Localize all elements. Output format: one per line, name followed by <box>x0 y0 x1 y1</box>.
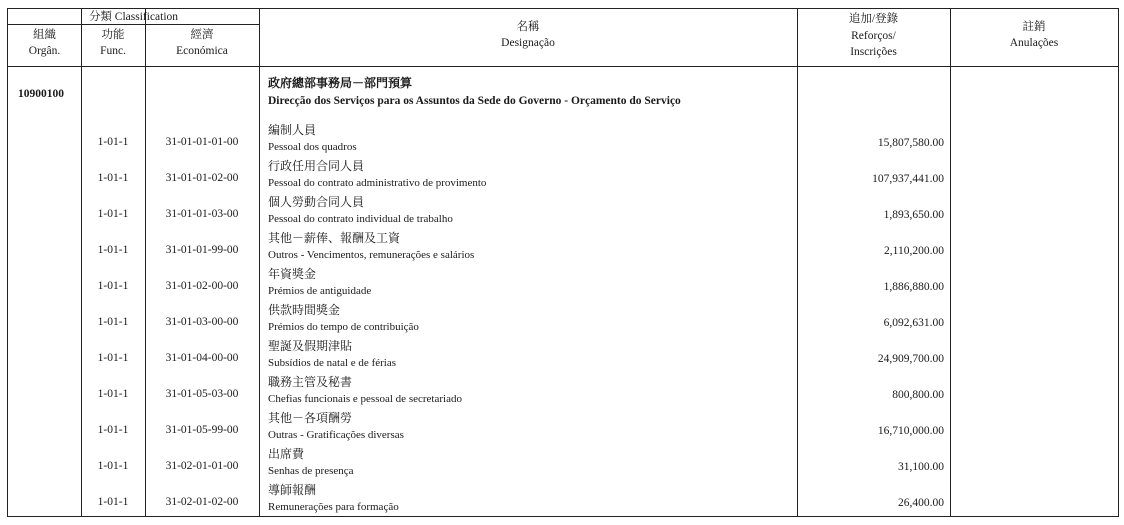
row-designation-zh: 其他－薪俸、報酬及工資 <box>268 231 401 245</box>
header-annulment-pt: Anulações <box>1009 37 1059 49</box>
row-amount: 24,909,700.00 <box>877 353 944 365</box>
row-econ-code: 31-01-01-01-00 <box>165 136 239 148</box>
row-amount: 107,937,441.00 <box>872 173 944 185</box>
row-amount: 26,400.00 <box>898 497 944 509</box>
header-org-pt: Orgân. <box>28 45 61 57</box>
row-econ-code: 31-01-03-00-00 <box>165 316 239 328</box>
row-amount: 31,100.00 <box>898 461 944 473</box>
row-amount: 800,800.00 <box>892 389 944 401</box>
header-reinforcement-pt2: Inscrições <box>850 46 897 58</box>
header-econ-zh: 經濟 <box>190 29 214 41</box>
row-designation-zh: 供款時間獎金 <box>268 303 341 317</box>
row-func-code: 1-01-1 <box>97 316 129 328</box>
header-classification: 分類 Classification <box>88 11 179 23</box>
header-annulment-zh: 註銷 <box>1022 21 1046 33</box>
organ-code: 10900100 <box>18 88 64 100</box>
organ-title-pt: Direcção dos Serviços para os Assuntos da Sede do Governo - Orçamento do Serviço <box>268 95 681 107</box>
row-econ-code: 31-01-05-99-00 <box>165 424 239 436</box>
table-row <box>8 159 1118 195</box>
row-econ-code: 31-01-01-03-00 <box>165 208 239 220</box>
table-row <box>8 375 1118 411</box>
row-designation-zh: 其他－各項酬勞 <box>268 411 353 425</box>
header-econ-pt: Económica <box>176 45 228 57</box>
row-amount: 16,710,000.00 <box>877 425 944 437</box>
table-row <box>8 411 1118 447</box>
table-row <box>8 123 1118 159</box>
row-econ-code: 31-02-01-01-00 <box>165 460 239 472</box>
header-sub-divider <box>8 24 259 25</box>
header-designation-pt: Designação <box>501 37 555 49</box>
row-amount: 1,893,650.00 <box>883 209 944 221</box>
header-func-pt: Func. <box>100 45 126 57</box>
row-designation-zh: 行政任用合同人員 <box>268 159 365 173</box>
table-row <box>8 231 1118 267</box>
row-econ-code: 31-01-01-02-00 <box>165 172 239 184</box>
row-func-code: 1-01-1 <box>97 424 129 436</box>
row-designation-zh: 導師報酬 <box>268 483 317 497</box>
row-designation-zh: 年資獎金 <box>268 267 317 281</box>
row-func-code: 1-01-1 <box>97 280 129 292</box>
row-func-code: 1-01-1 <box>97 244 129 256</box>
row-designation-pt: Pessoal do contrato administrativo de provimento <box>268 177 487 189</box>
table-row <box>8 483 1118 519</box>
organ-title-zh: 政府總部事務局－部門預算 <box>268 76 413 90</box>
row-designation-pt: Outras - Gratificações diversas <box>268 429 404 441</box>
row-func-code: 1-01-1 <box>97 136 129 148</box>
row-func-code: 1-01-1 <box>97 352 129 364</box>
row-econ-code: 31-01-01-99-00 <box>165 244 239 256</box>
header-designation-zh: 名稱 <box>516 21 540 33</box>
row-amount: 1,886,880.00 <box>883 281 944 293</box>
row-func-code: 1-01-1 <box>97 208 129 220</box>
row-func-code: 1-01-1 <box>97 460 129 472</box>
row-designation-pt: Prémios do tempo de contribuição <box>268 321 419 333</box>
table-row <box>8 339 1118 375</box>
row-designation-pt: Remunerações para formação <box>268 501 399 513</box>
row-econ-code: 31-01-02-00-00 <box>165 280 239 292</box>
row-designation-zh: 聖誕及假期津貼 <box>268 339 353 353</box>
row-designation-pt: Pessoal do contrato individual de trabalho <box>268 213 453 225</box>
header-org-zh: 組織 <box>33 29 56 41</box>
row-func-code: 1-01-1 <box>97 496 129 508</box>
row-designation-pt: Senhas de presença <box>268 465 354 477</box>
table-row <box>8 195 1118 231</box>
row-func-code: 1-01-1 <box>97 388 129 400</box>
budget-table <box>7 8 1119 517</box>
row-econ-code: 31-01-04-00-00 <box>165 352 239 364</box>
row-func-code: 1-01-1 <box>97 172 129 184</box>
row-designation-pt: Chefias funcionais e pessoal de secretariado <box>268 393 462 405</box>
row-designation-zh: 出席費 <box>268 447 305 461</box>
header-bottom-divider <box>8 66 1118 67</box>
row-designation-pt: Pessoal dos quadros <box>268 141 357 153</box>
row-designation-zh: 個人勞動合同人員 <box>268 195 365 209</box>
header-func-zh: 功能 <box>101 29 125 41</box>
header-reinforcement-zh: 追加/登錄 <box>848 13 899 25</box>
row-designation-pt: Subsídios de natal e de férias <box>268 357 396 369</box>
row-designation-pt: Prémios de antiguidade <box>268 285 372 297</box>
row-econ-code: 31-01-05-03-00 <box>165 388 239 400</box>
table-row <box>8 447 1118 483</box>
row-econ-code: 31-02-01-02-00 <box>165 496 239 508</box>
table-row <box>8 303 1118 339</box>
row-designation-zh: 職務主管及秘書 <box>268 375 353 389</box>
row-amount: 15,807,580.00 <box>877 137 944 149</box>
row-amount: 6,092,631.00 <box>883 317 944 329</box>
table-row <box>8 267 1118 303</box>
header-reinforcement-pt1: Reforços/ <box>851 30 896 42</box>
row-designation-zh: 編制人員 <box>268 123 317 137</box>
row-amount: 2,110,200.00 <box>884 245 944 257</box>
row-designation-pt: Outros - Vencimentos, remunerações e salários <box>268 249 475 261</box>
